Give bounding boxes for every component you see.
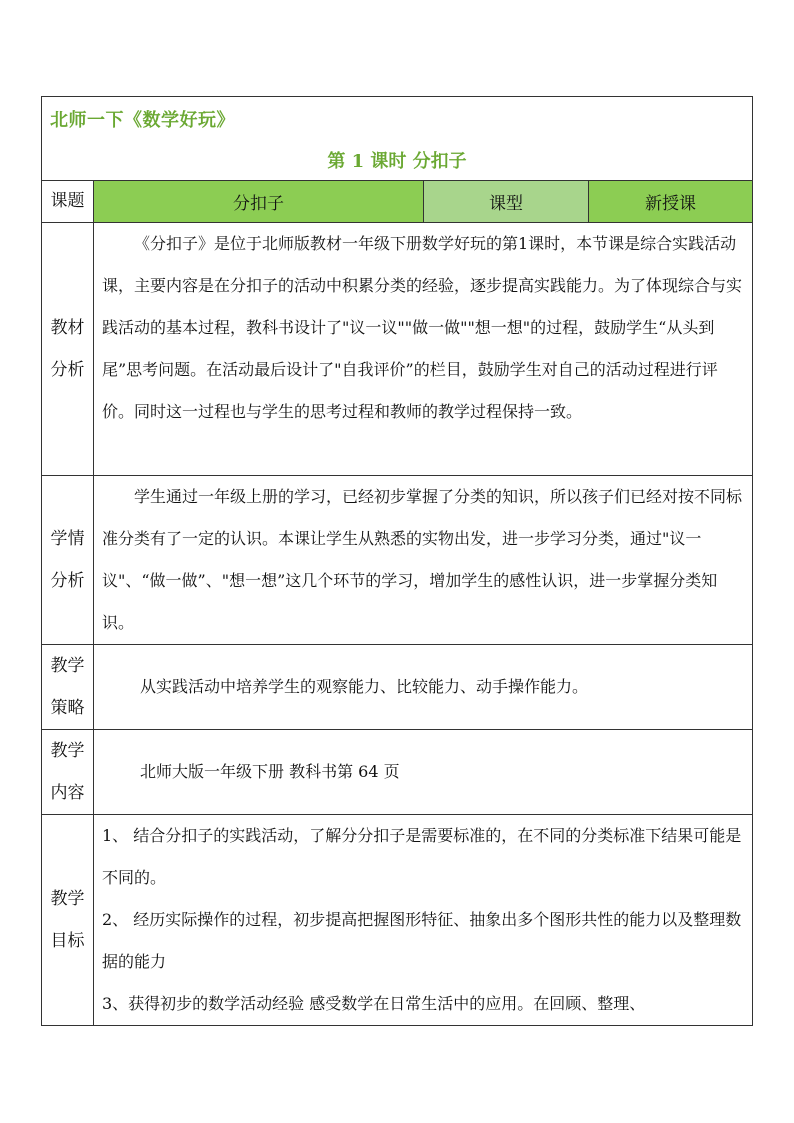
lesson-type-label: 课型 [424, 181, 589, 222]
goal-item: 2、 经历实际操作的过程，初步提高把握图形特征、抽象出多个图形共性的能力以及整理数据的能力 [102, 910, 742, 971]
content-text: 北师大版一年级下册 教科书第 64 页 [94, 730, 753, 814]
content-row [42, 730, 753, 815]
content-label: 教学内容 [42, 730, 94, 814]
document-title: 北师一下《数学好玩》 [42, 97, 753, 140]
strategy-label: 教学策略 [42, 645, 94, 729]
header-title-row [42, 97, 753, 140]
goals-list [94, 815, 753, 1025]
student-analysis-text: 学生通过一年级上册的学习，已经初步掌握了分类的知识，所以孩子们已经对按不同标准分类有了一定的认识。本课让学生从熟悉的实物出发，进一步学习分类，通过"议一议"、“做一做”、"想一想”这几个环节的学习，增加学生的感性认识，进一步掌握分类知识。 [94, 476, 753, 644]
header-subtitle-row [42, 140, 753, 181]
goals-row [42, 815, 753, 1026]
topic-row [42, 181, 753, 223]
strategy-text: 从实践活动中培养学生的观察能力、比较能力、动手操作能力。 [94, 645, 753, 729]
textbook-analysis-row [42, 223, 753, 476]
lesson-subtitle: 第 1 课时 分扣子 [42, 140, 753, 180]
textbook-analysis-text: 《分扣子》是位于北师版教材一年级下册数学好玩的第1课时，本节课是综合实践活动课，主要内容是在分扣子的活动中积累分类的经验，逐步提高实践能力。为了体现综合与实践活动的基本过程，教科书设计了"议一议""做一做""想一想"的过程，鼓励学生“从头到尾”思考问题。在活动最后设计了"自我评价”的栏目，鼓励学生对自己的活动过程进行评价。同时这一过程也与学生的思考过程和教师的教学过程保持一致。 [94, 223, 753, 475]
topic-label: 课题 [42, 181, 94, 222]
goal-item: 1、 结合分扣子的实践活动，了解分分扣子是需要标准的，在不同的分类标准下结果可能是不同的。 [102, 826, 742, 887]
strategy-row [42, 645, 753, 730]
student-analysis-label: 学情分析 [42, 476, 94, 644]
lesson-type-value: 新授课 [589, 181, 753, 222]
textbook-analysis-label: 教材分析 [42, 223, 94, 475]
goal-item: 3、获得初步的数学活动经验 感受数学在日常生活中的应用。在回顾、整理、 [102, 994, 646, 1013]
student-analysis-row [42, 476, 753, 645]
lesson-plan-table [41, 96, 753, 1026]
topic-value: 分扣子 [94, 181, 424, 222]
goals-label: 教学目标 [42, 815, 94, 1025]
